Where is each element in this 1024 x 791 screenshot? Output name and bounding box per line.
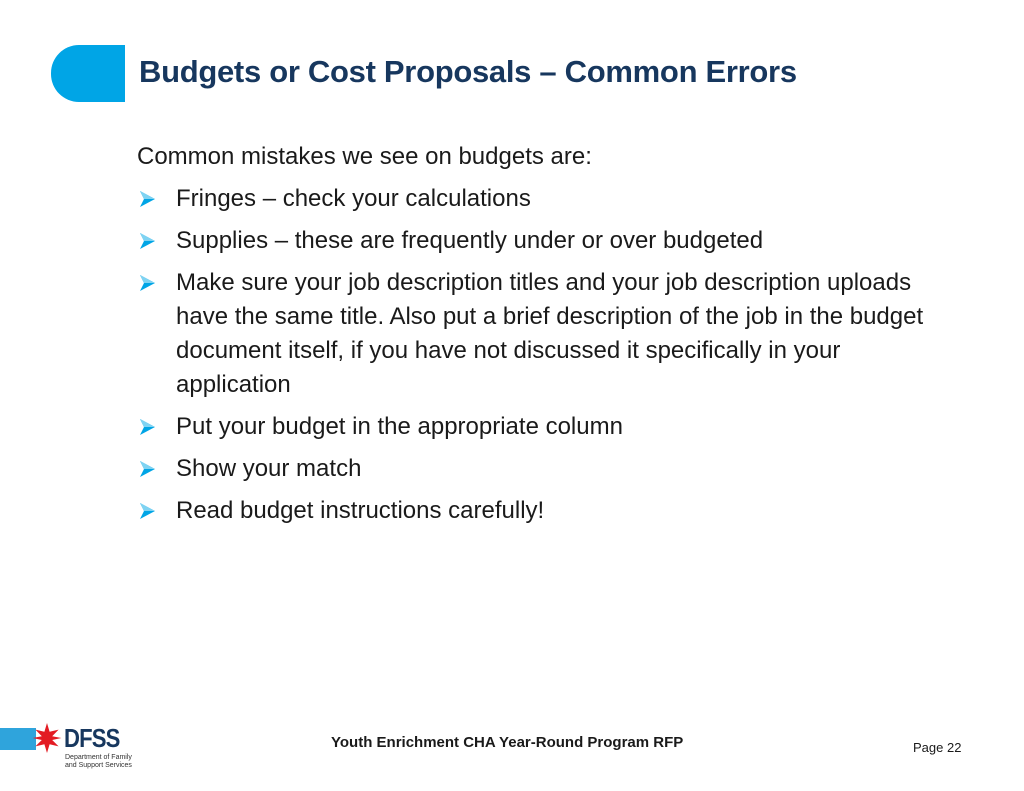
arrow-bullet-icon — [138, 418, 156, 436]
bullet-text: Make sure your job description titles and your job description uploads have the same title. Also put a brief description of the job in the budget document itself, if you have not discussed it specifically in your application — [176, 269, 924, 398]
list-item — [137, 182, 957, 216]
bullet-text: Supplies – these are frequently under or over budgeted — [176, 227, 764, 254]
bullet-list — [137, 182, 957, 528]
logo-subtitle-line: Department of Family — [65, 754, 132, 761]
bullet-text: Put your budget in the appropriate column — [176, 413, 623, 440]
bullet-text: Show your match — [176, 455, 362, 482]
arrow-bullet-icon — [138, 190, 156, 208]
arrow-bullet-icon — [138, 502, 156, 520]
list-item — [137, 452, 957, 486]
intro-text: Common mistakes we see on budgets are: — [137, 143, 592, 170]
star-icon — [31, 722, 63, 754]
bullet-text: Fringes – check your calculations — [176, 185, 531, 212]
logo-wordmark: DFSS — [64, 723, 120, 753]
arrow-bullet-icon — [138, 232, 156, 250]
logo-subtitle-line: and Support Services — [65, 762, 132, 769]
footer-title: Youth Enrichment CHA Year-Round Program RFP — [331, 734, 684, 751]
list-item — [137, 224, 957, 258]
page-number: Page 22 — [913, 740, 962, 755]
arrow-bullet-icon — [138, 274, 156, 292]
list-item — [137, 410, 957, 444]
list-item — [137, 266, 957, 402]
arrow-bullet-icon — [138, 460, 156, 478]
bullet-text: Read budget instructions carefully! — [176, 497, 545, 524]
dfss-logo — [0, 722, 132, 772]
list-item — [137, 494, 957, 528]
slide-title: Budgets or Cost Proposals – Common Errors — [139, 54, 797, 89]
slide-content — [137, 140, 957, 536]
title-accent-tab — [51, 45, 125, 102]
logo-subtitle — [65, 754, 132, 770]
